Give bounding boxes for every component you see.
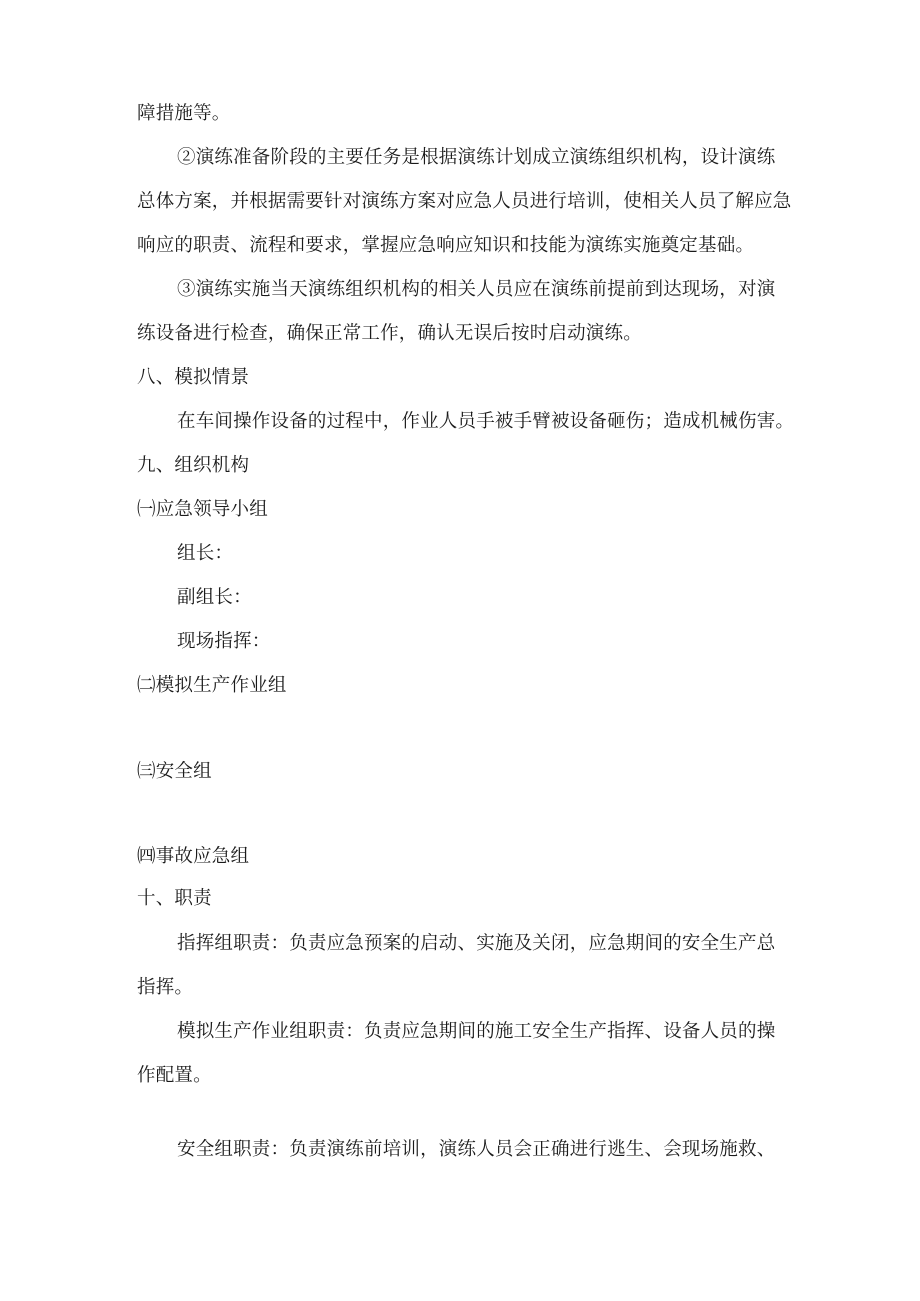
- paragraph-line: 安全组职责：负责演练前培训，演练人员会正确进行逃生、会现场施救、: [177, 1139, 776, 1160]
- paragraph-line: ②演练准备阶段的主要任务是根据演练计划成立演练组织机构，设计演练: [177, 147, 776, 168]
- subsection-heading: ㈢安全组: [137, 761, 212, 782]
- section-heading: 十、职责: [137, 888, 212, 909]
- subsection-heading: ㈠应急领导小组: [137, 499, 268, 520]
- paragraph-line: 响应的职责、流程和要求，掌握应急响应知识和技能为演练实施奠定基础。: [137, 235, 755, 256]
- paragraph-line: 指挥组职责：负责应急预案的启动、实施及关闭，应急期间的安全生产总: [177, 933, 776, 954]
- field-label: 副组长：: [177, 587, 252, 608]
- field-label: 现场指挥：: [177, 631, 271, 652]
- subsection-heading: ㈡模拟生产作业组: [137, 675, 287, 696]
- paragraph-line: 模拟生产作业组职责：负责应急期间的施工安全生产指挥、设备人员的操: [177, 1021, 776, 1042]
- paragraph-line: 障措施等。: [137, 103, 231, 124]
- paragraph-line: 在车间操作设备的过程中，作业人员手被手臂被设备砸伤；造成机械伤害。: [177, 411, 795, 432]
- paragraph-line: 作配置。: [137, 1065, 212, 1086]
- paragraph-line: 练设备进行检查，确保正常工作，确认无误后按时启动演练。: [137, 323, 642, 344]
- subsection-heading: ㈣事故应急组: [137, 846, 250, 867]
- paragraph-line: ③演练实施当天演练组织机构的相关人员应在演练前提前到达现场，对演: [177, 279, 776, 300]
- paragraph-line: 总体方案，并根据需要针对演练方案对应急人员进行培训，使相关人员了解应急: [137, 191, 792, 212]
- field-label: 组长：: [177, 543, 234, 564]
- section-heading: 八、模拟情景: [137, 367, 250, 388]
- section-heading: 九、组织机构: [137, 455, 250, 476]
- paragraph-line: 指挥。: [137, 977, 194, 998]
